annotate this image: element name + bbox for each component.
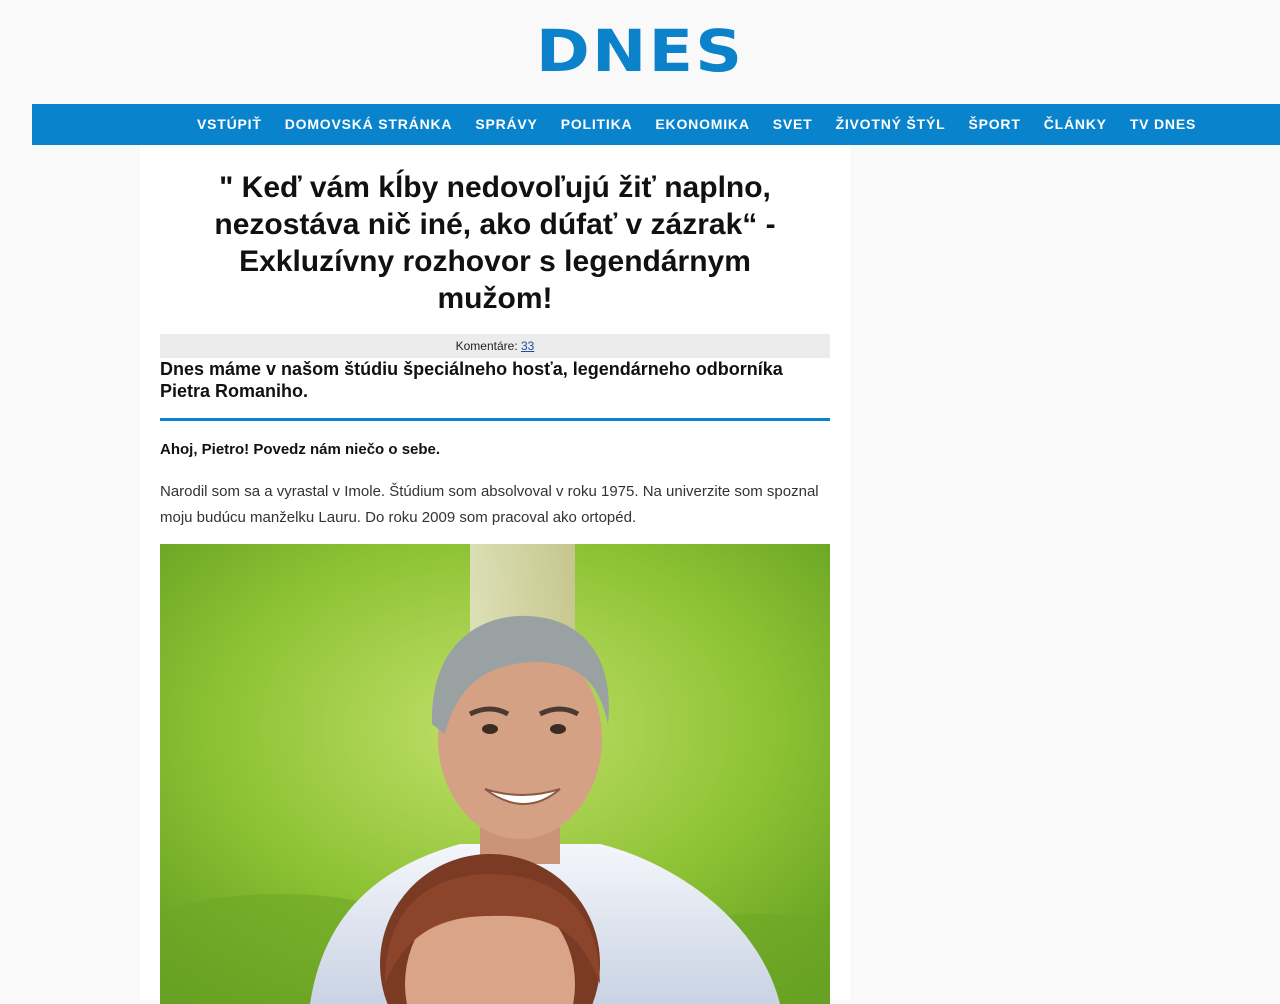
- interview-answer: Narodil som sa a vyrastal v Imole. Štúdium som absolvoval v roku 1975. Na univerzite som spoznal moju budúcu manželku Lauru. Do roku 2009 som pracoval ako ortopéd.: [160, 483, 819, 526]
- article: [140, 145, 850, 1000]
- comments-count-link[interactable]: 33: [521, 339, 535, 353]
- couple-photo-illustration: [160, 544, 830, 1004]
- nav-item-politics[interactable]: POLITIKA: [560, 116, 633, 132]
- nav-item-world[interactable]: SVET: [772, 116, 813, 132]
- nav-item-sport[interactable]: ŠPORT: [968, 116, 1021, 132]
- article-meta: [160, 334, 830, 358]
- nav-item-home[interactable]: DOMOVSKÁ STRÁNKA: [284, 116, 453, 132]
- article-lead: Dnes máme v našom štúdiu špeciálneho hosťa, legendárneho odborníka Pietra Romaniho.: [160, 359, 783, 401]
- lead-divider: [160, 418, 830, 421]
- nav-item-login[interactable]: VSTÚPIŤ: [197, 116, 262, 132]
- site-logo[interactable]: DNES: [535, 17, 745, 85]
- article-photo: [160, 544, 830, 1004]
- nav-item-articles[interactable]: ČLÁNKY: [1043, 116, 1107, 132]
- main-nav: [32, 104, 1280, 145]
- nav-item-tv[interactable]: TV DNES: [1129, 116, 1197, 132]
- nav-item-lifestyle[interactable]: ŽIVOTNÝ ŠTÝL: [835, 116, 946, 132]
- comments-label: Komentáre:: [455, 339, 521, 353]
- article-title: " Keď vám kĺby nedovoľujú žiť naplno, nezostáva nič iné, ako dúfať v zázrak“ - Exkluzívny rozhovor s legendárnym mužom!: [214, 171, 776, 315]
- nav-item-news[interactable]: SPRÁVY: [475, 116, 538, 132]
- interview-question: Ahoj, Pietro! Povedz nám niečo o sebe.: [160, 441, 441, 458]
- nav-item-economy[interactable]: EKONOMIKA: [655, 116, 750, 132]
- header: [0, 17, 1280, 85]
